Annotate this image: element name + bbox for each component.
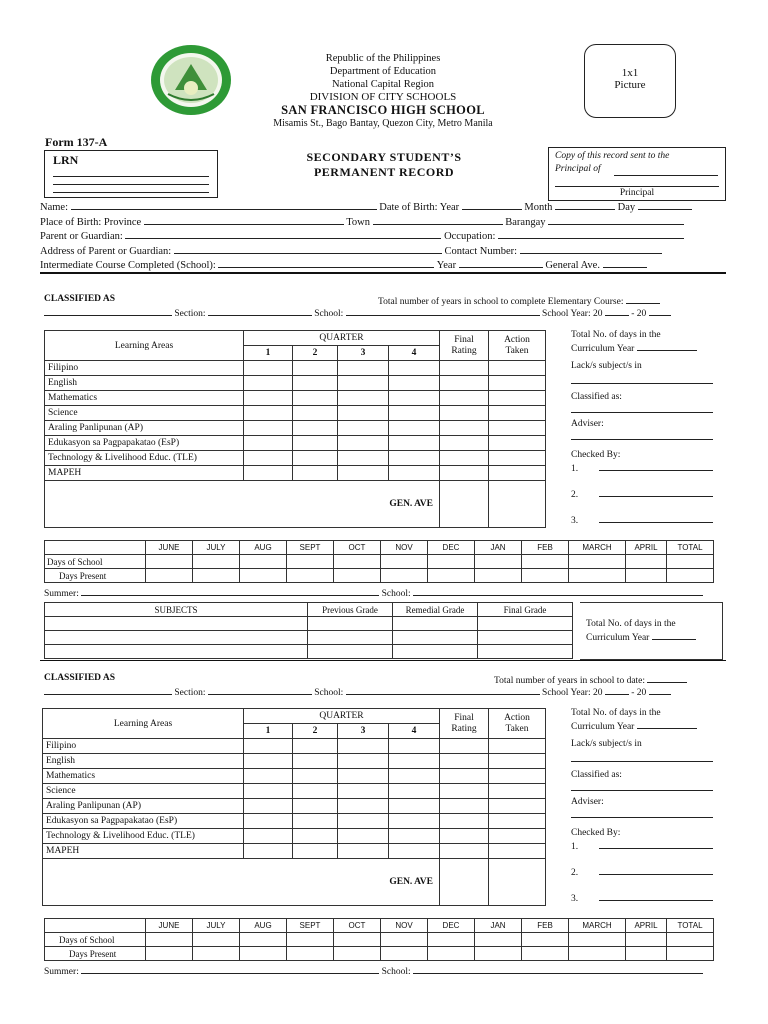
table-row — [45, 361, 546, 376]
copy-note-line1: Copy of this record sent to the — [555, 151, 670, 161]
month-sept: SEPT — [287, 541, 334, 555]
school-name: SAN FRANCISCO HIGH SCHOOL — [281, 103, 485, 117]
section-field[interactable] — [208, 306, 312, 316]
day-field[interactable] — [638, 200, 692, 210]
summer-label: Summer: — [44, 967, 79, 977]
school-field[interactable] — [346, 306, 540, 316]
general-ave-label: General Ave. — [545, 260, 600, 271]
copy-sent-box[interactable] — [548, 147, 726, 201]
parent-field[interactable] — [125, 229, 441, 239]
form-title-line1: SECONDARY STUDENT’S — [306, 150, 462, 164]
checker-3-number: 3. — [571, 894, 579, 904]
years-complete-label: Total number of years in school to complete Elementary Course: — [378, 297, 624, 307]
table-row — [45, 376, 546, 391]
summer-school-label: School: — [381, 967, 411, 977]
days-present-label: Days Present — [45, 947, 146, 961]
month-label: Month — [524, 202, 553, 213]
section-field[interactable] — [208, 685, 312, 695]
checker-3-field[interactable] — [599, 513, 713, 523]
table-row — [43, 829, 546, 844]
month-march: MARCH — [569, 541, 626, 555]
dob-year-label: Date of Birth: Year — [379, 202, 460, 213]
learning-areas-header: Learning Areas — [43, 709, 244, 739]
q2-header: 2 — [293, 724, 338, 739]
checker-2-number: 2. — [571, 490, 579, 500]
month-jan: JAN — [475, 919, 522, 933]
adviser-label: Adviser: — [571, 419, 604, 429]
summer-subjects-table-1 — [44, 602, 573, 659]
gen-ave-field[interactable] — [440, 859, 489, 906]
gen-ave-label: GEN. AVE — [43, 859, 440, 906]
classified-label: Classified as: — [571, 770, 622, 780]
month-nov: NOV — [381, 919, 428, 933]
month-july: JULY — [193, 919, 240, 933]
deped-seal — [150, 44, 232, 116]
final-rating-header-2: Rating — [451, 723, 477, 734]
town-field[interactable] — [373, 215, 503, 225]
total-days-label: Total No. of days in the — [571, 330, 661, 340]
table-row — [43, 739, 546, 754]
table-row — [45, 391, 546, 406]
general-ave-field[interactable] — [603, 258, 647, 268]
month-aug: AUG — [240, 541, 287, 555]
school-year-to[interactable] — [649, 685, 671, 695]
checked-by-label: Checked By: — [571, 828, 621, 838]
side-panel-1 — [571, 330, 721, 527]
subjects-header: SUBJECTS — [45, 603, 308, 617]
subject-label: Science — [43, 784, 244, 799]
summer-total-days-field[interactable] — [652, 630, 696, 640]
q3-header: 3 — [338, 346, 389, 361]
table-row — [43, 784, 546, 799]
school-field[interactable] — [346, 685, 540, 695]
subject-label: Mathematics — [43, 769, 244, 784]
subject-label: English — [43, 754, 244, 769]
table-row — [45, 933, 714, 947]
classified-label: Classified as: — [571, 392, 622, 402]
day-label: Day — [617, 202, 636, 213]
subject-label: MAPEH — [45, 466, 244, 481]
lack-subjects-label: Lack/s subject/s in — [571, 739, 642, 749]
subject-label: Araling Panlipunan (AP) — [45, 421, 244, 436]
dob-year-field[interactable] — [462, 200, 522, 210]
summer-school-field[interactable] — [413, 586, 703, 596]
learning-areas-header: Learning Areas — [45, 331, 244, 361]
division-text: DIVISION OF CITY SCHOOLS — [309, 91, 457, 103]
subject-label: Technology & Livelihood Educ. (TLE) — [43, 829, 244, 844]
school-year-label: School Year: 20 — [542, 309, 603, 319]
attendance-table-2 — [44, 918, 714, 961]
occupation-label: Occupation: — [444, 231, 496, 242]
side-panel-2 — [571, 708, 721, 905]
summer-label: Summer: — [44, 589, 79, 599]
subject-label: Mathematics — [45, 391, 244, 406]
years-to-date-label: Total number of years in school to date: — [494, 676, 646, 686]
checker-2-number: 2. — [571, 868, 579, 878]
copy-note-line2: Principal of — [555, 164, 601, 174]
town-label: Town — [346, 216, 371, 228]
subject-label: Araling Panlipunan (AP) — [43, 799, 244, 814]
school-year-from[interactable] — [605, 685, 629, 695]
final-grade-header: Final Grade — [478, 603, 573, 617]
lack-subjects-field[interactable] — [571, 752, 713, 762]
checker-1-number: 1. — [571, 842, 579, 852]
total-days-field[interactable] — [637, 341, 697, 351]
section-label: Section: — [174, 688, 206, 698]
classified-field[interactable] — [571, 403, 713, 413]
month-july: JULY — [193, 541, 240, 555]
checker-3-field[interactable] — [599, 891, 713, 901]
year-label: Year — [436, 260, 457, 271]
lack-subjects-label: Lack/s subject/s in — [571, 361, 642, 371]
subject-label: Edukasyon sa Pagpapakatao (EsP) — [43, 814, 244, 829]
address-parent-field[interactable] — [174, 244, 442, 254]
table-row — [43, 814, 546, 829]
picture-box[interactable] — [584, 44, 676, 118]
attendance-table-1 — [44, 540, 714, 583]
checker-2-field[interactable] — [599, 865, 713, 875]
summer-school-label: School: — [381, 589, 411, 599]
picture-label: Picture — [614, 79, 646, 91]
checker-1-field[interactable] — [599, 461, 713, 471]
school-year-dash: - 20 — [631, 688, 647, 698]
pob-province-field[interactable] — [144, 215, 344, 225]
school-year-to[interactable] — [649, 306, 671, 316]
table-row — [45, 555, 714, 569]
month-april: APRIL — [626, 919, 667, 933]
remedial-grade-header: Remedial Grade — [393, 603, 478, 617]
lack-subjects-field[interactable] — [571, 374, 713, 384]
occupation-field[interactable] — [498, 229, 684, 239]
curriculum-year-label: Curriculum Year — [571, 722, 635, 732]
summer-school-field[interactable] — [413, 964, 703, 974]
month-dec: DEC — [428, 541, 475, 555]
summer-total-days-label: Total No. of days in the — [586, 619, 676, 629]
month-sept: SEPT — [287, 919, 334, 933]
month-total: TOTAL — [667, 919, 714, 933]
summer-field[interactable] — [81, 586, 379, 596]
table-row — [45, 421, 546, 436]
checker-3-number: 3. — [571, 516, 579, 526]
grades-table-2 — [42, 708, 546, 906]
school-address: Misamis St., Bago Bantay, Quezon City, Metro Manila — [273, 118, 493, 129]
q1-header: 1 — [244, 346, 293, 361]
action-taken-header: Action — [504, 712, 530, 723]
table-row — [45, 617, 573, 631]
days-of-school-label: Days of School — [45, 555, 146, 569]
subject-label: Technology & Livelihood Educ. (TLE) — [45, 451, 244, 466]
quarter-header: QUARTER — [244, 709, 440, 724]
picture-size: 1x1 — [621, 67, 639, 79]
gen-ave-label: GEN. AVE — [45, 481, 440, 528]
region-text: National Capital Region — [331, 79, 435, 90]
month-june: JUNE — [146, 541, 193, 555]
final-rating-header: Final — [454, 334, 474, 345]
classified-as-label: CLASSIFIED AS — [44, 294, 116, 304]
quarter-header: QUARTER — [244, 331, 440, 346]
year-field[interactable] — [459, 258, 543, 268]
name-label: Name: — [40, 202, 68, 213]
record-section-2 — [44, 673, 724, 697]
school-year-label: School Year: 20 — [542, 688, 603, 698]
month-april: APRIL — [626, 541, 667, 555]
republic-text: Republic of the Philippines — [325, 53, 441, 64]
q4-header: 4 — [389, 724, 440, 739]
address-parent-label: Address of Parent or Guardian: — [40, 245, 172, 257]
adviser-field[interactable] — [571, 808, 713, 818]
table-row — [45, 569, 714, 583]
q3-header: 3 — [338, 724, 389, 739]
contact-field[interactable] — [520, 244, 662, 254]
school-year-from[interactable] — [605, 306, 629, 316]
years-to-date-field[interactable] — [647, 673, 687, 683]
parent-label: Parent or Guardian: — [40, 231, 123, 242]
intermediate-label: Intermediate Course Completed (School): — [40, 260, 216, 271]
table-row — [45, 631, 573, 645]
lrn-box[interactable] — [44, 150, 218, 198]
final-rating-header-2: Rating — [451, 345, 477, 356]
curriculum-year-label: Curriculum Year — [571, 344, 635, 354]
days-present-label: Days Present — [45, 569, 146, 583]
gen-ave-field[interactable] — [440, 481, 489, 528]
divider — [40, 272, 726, 274]
subject-label: Edukasyon sa Pagpapakatao (EsP) — [45, 436, 244, 451]
record-section-1 — [44, 294, 724, 318]
barangay-label: Barangay — [505, 216, 546, 228]
month-oct: OCT — [334, 541, 381, 555]
month-nov: NOV — [381, 541, 428, 555]
total-days-label: Total No. of days in the — [571, 708, 661, 718]
table-row — [43, 799, 546, 814]
total-days-field[interactable] — [637, 719, 697, 729]
school-label: School: — [314, 309, 344, 319]
checker-1-field[interactable] — [599, 839, 713, 849]
q2-header: 2 — [293, 346, 338, 361]
q4-header: 4 — [389, 346, 440, 361]
barangay-field[interactable] — [548, 215, 684, 225]
subject-label: Filipino — [45, 361, 244, 376]
table-row — [45, 645, 573, 659]
table-row — [45, 947, 714, 961]
adviser-label: Adviser: — [571, 797, 604, 807]
summer-curriculum-label: Curriculum Year — [586, 633, 650, 643]
table-row — [45, 406, 546, 421]
subject-label: Science — [45, 406, 244, 421]
q1-header: 1 — [244, 724, 293, 739]
classified-field[interactable] — [571, 781, 713, 791]
table-row — [45, 451, 546, 466]
principal-label: Principal — [619, 188, 655, 198]
school-label: School: — [314, 688, 344, 698]
month-jan: JAN — [475, 541, 522, 555]
checker-2-field[interactable] — [599, 487, 713, 497]
form-number: Form 137-A — [45, 135, 108, 149]
month-dec: DEC — [428, 919, 475, 933]
month-oct: OCT — [334, 919, 381, 933]
adviser-field[interactable] — [571, 430, 713, 440]
month-feb: FEB — [522, 541, 569, 555]
table-row — [43, 769, 546, 784]
final-rating-header: Final — [454, 712, 474, 723]
summer-field[interactable] — [81, 964, 379, 974]
month-june: JUNE — [146, 919, 193, 933]
month-feb: FEB — [522, 919, 569, 933]
form-title-line2: PERMANENT RECORD — [313, 165, 455, 179]
years-complete-field[interactable] — [626, 294, 660, 304]
table-row — [45, 466, 546, 481]
summer-days-box-1 — [580, 602, 723, 660]
month-march: MARCH — [569, 919, 626, 933]
classified-as-label: CLASSIFIED AS — [44, 673, 116, 683]
section-label: Section: — [174, 309, 206, 319]
action-taken-header-2: Taken — [505, 345, 529, 356]
department-text: Department of Education — [329, 66, 437, 77]
divider — [40, 660, 726, 661]
days-of-school-label: Days of School — [45, 933, 146, 947]
school-year-dash: - 20 — [631, 309, 647, 319]
intermediate-field[interactable] — [218, 258, 434, 268]
month-total: TOTAL — [667, 541, 714, 555]
table-row — [43, 844, 546, 859]
name-field[interactable] — [71, 200, 377, 210]
previous-grade-header: Previous Grade — [308, 603, 393, 617]
month-field[interactable] — [555, 200, 615, 210]
checked-by-label: Checked By: — [571, 450, 621, 460]
subject-label: English — [45, 376, 244, 391]
checker-1-number: 1. — [571, 464, 579, 474]
lrn-label: LRN — [53, 153, 79, 167]
month-aug: AUG — [240, 919, 287, 933]
table-row — [43, 754, 546, 769]
table-row — [45, 436, 546, 451]
action-taken-header-2: Taken — [505, 723, 529, 734]
subject-label: Filipino — [43, 739, 244, 754]
pob-province-label: Place of Birth: Province — [40, 216, 142, 228]
contact-label: Contact Number: — [444, 245, 518, 257]
classified-as-field[interactable] — [44, 685, 172, 695]
subject-label: MAPEH — [43, 844, 244, 859]
classified-as-field[interactable] — [44, 306, 172, 316]
action-taken-header: Action — [504, 334, 530, 345]
grades-table-1 — [44, 330, 546, 528]
